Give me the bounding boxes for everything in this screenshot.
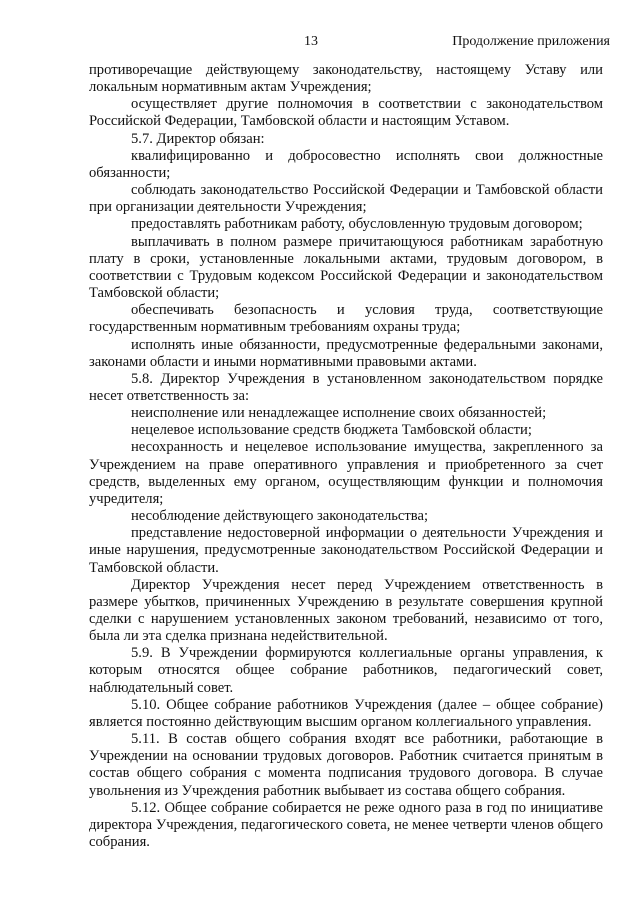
paragraph: противоречащие действующему законодательству, настоящему Уставу или локальным нормативным актам Учреждения;: [89, 62, 603, 96]
paragraph: выплачивать в полном размере причитающуюся работникам заработную плату в сроки, установленные локальными актами, трудовым договором, в соответствии с Трудовым кодексом Российской Федерации и законодательством Тамбовской области;: [89, 233, 603, 302]
paragraph: неисполнение или ненадлежащее исполнение своих обязанностей;: [131, 405, 547, 422]
paragraph: исполнять иные обязанности, предусмотренные федеральными законами, законами области и иными нормативными правовыми актами.: [89, 336, 603, 370]
running-title: Продолжение приложения: [452, 34, 610, 49]
clause-heading: 5.10. Общее собрание работников Учреждения (далее – общее собрание) является постоянно действующим высшим органом коллегиального управления.: [89, 696, 603, 730]
paragraph: квалифицированно и добросовестно исполнять свои должностные обязанности;: [89, 147, 603, 181]
paragraph: осуществляет другие полномочия в соответствии с законодательством Российской Федерации, Тамбовской области и настоящим Уставом.: [89, 96, 603, 130]
paragraph: несохранность и нецелевое использование имущества, закрепленного за Учреждением на праве оперативного управления и приобретенного за счет средств, выделенных ему органом, осуществляющим функции и полномочия учредителя;: [89, 439, 603, 507]
clause-heading: 5.12. Общее собрание собирается не реже одного раза в год по инициативе директора Учреждения, педагогического совета, не менее четверти членов общего собрания.: [89, 799, 603, 851]
paragraph: предоставлять работникам работу, обусловленную трудовым договором;: [131, 216, 583, 233]
paragraph: представление недостоверной информации о деятельности Учреждения и иные нарушения, предусмотренные законодательством Российской Федерации и Тамбовской области.: [89, 525, 603, 576]
paragraph: соблюдать законодательство Российской Федерации и Тамбовской области при организации деятельности Учреждения;: [89, 182, 603, 216]
page-number: 13: [304, 34, 318, 49]
clause-heading: 5.9. В Учреждении формируются коллегиальные органы управления, к которым относятся общее собрание работников, педагогический совет, наблюдательный совет.: [89, 645, 603, 696]
paragraph: нецелевое использование средств бюджета Тамбовской области;: [131, 422, 532, 439]
document-body: [89, 62, 603, 851]
clause-heading: 5.8. Директор Учреждения в установленном законодательством порядке несет ответственность за:: [89, 370, 603, 404]
clause-heading: 5.11. В состав общего собрания входят все работники, работающие в Учреждении на основании трудовых договоров. Работник считается принятым в состав общего собрания с момента подписания трудового договора. В случае увольнения из Учреждения работник выбывает из состава общего собрания.: [89, 731, 603, 799]
paragraph: Директор Учреждения несет перед Учреждением ответственность в размере убытков, причиненных Учреждению в результате совершения крупной сделки с нарушением установленных законом требований, независимо от того, была ли эта сделка признана недействительной.: [89, 576, 603, 645]
page-header: [0, 34, 640, 54]
clause-heading: 5.7. Директор обязан:: [131, 130, 265, 147]
paragraph: несоблюдение действующего законодательства;: [131, 508, 428, 525]
paragraph: обеспечивать безопасность и условия труда, соответствующие государственным нормативным требованиям охраны труда;: [89, 302, 603, 336]
